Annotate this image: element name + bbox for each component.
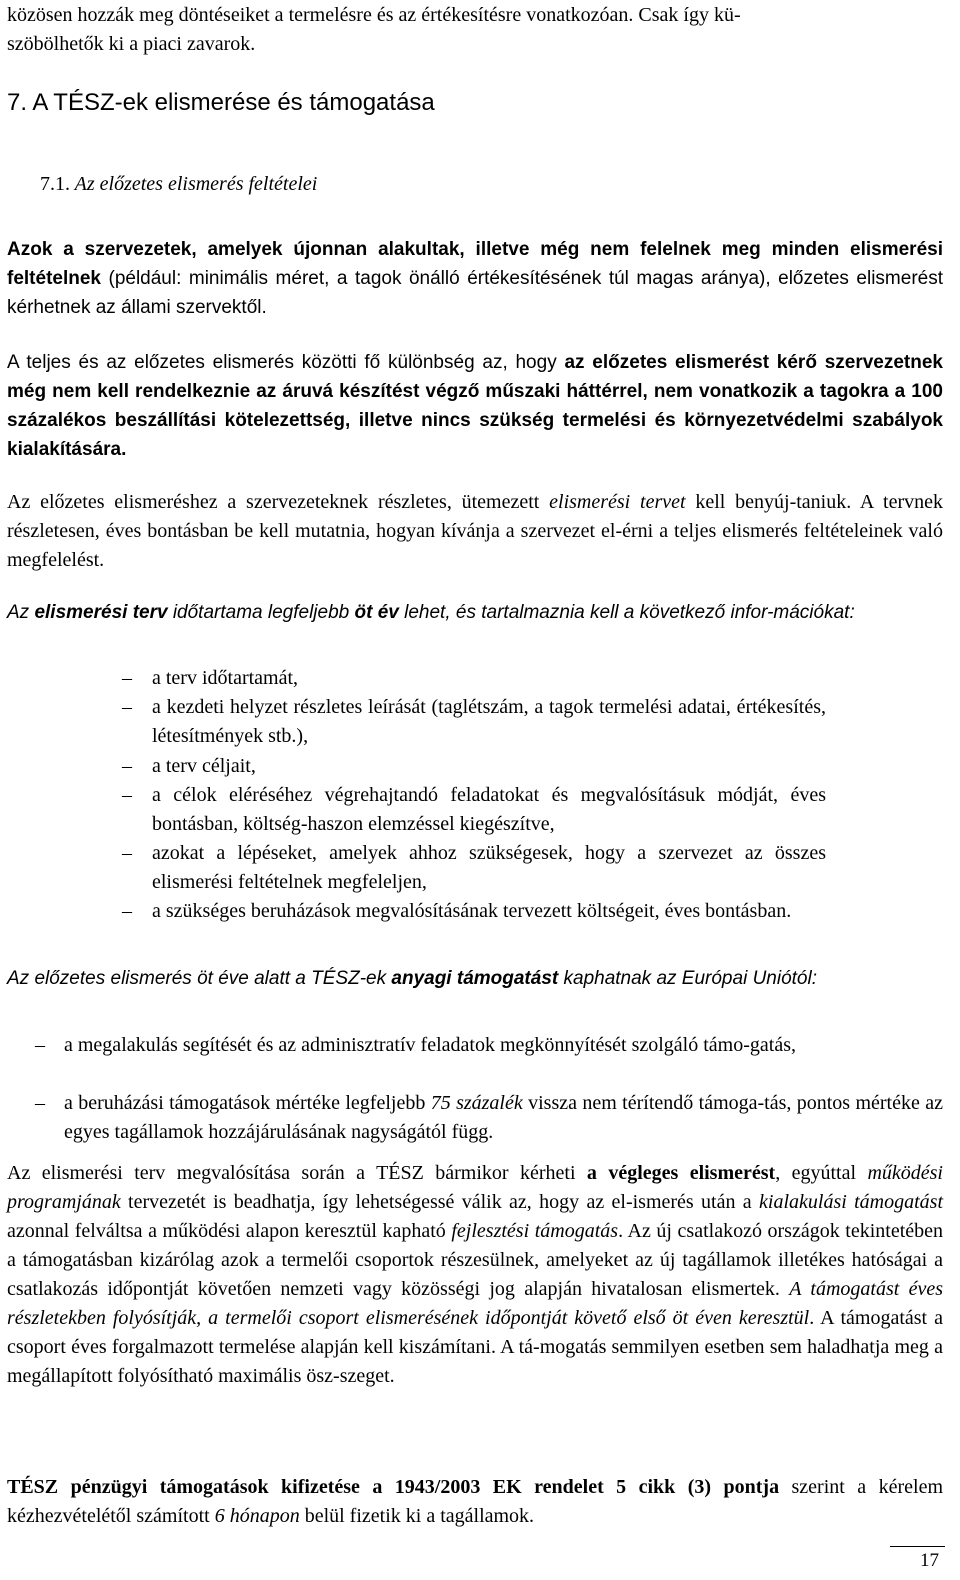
p5-bold: anyagi támogatást <box>391 968 559 989</box>
p3-a: Az előzetes elismeréshez a szervezeteknek részletes, ütemezett <box>7 491 550 513</box>
subsection-heading <box>40 170 960 198</box>
paragraph-2 <box>7 348 943 464</box>
footer-rule <box>890 1546 945 1547</box>
paragraph-4 <box>7 598 943 627</box>
subsection-number: 7.1. <box>40 173 70 195</box>
section-title: A TÉSZ-ek elismerése és támogatása <box>32 89 435 116</box>
list-item-text: a megalakulás segítését és az adminisztratív feladatok megkönnyítését szolgáló támo-gatás, <box>64 1034 796 1056</box>
paragraph-1 <box>7 235 943 322</box>
p1-rest: (például: minimális méret, a tagok önálló értékesítésének túl magas aránya), előzetes elismerést kérhetnek az állami szervektől. <box>7 268 943 318</box>
intro-line-1: közösen hozzák meg döntéseiket a termelésre és az értékesítésre vonatkozóan. Csak így kü- <box>7 4 741 26</box>
list-item-text: a célok eléréséhez végrehajtandó feladatokat és megvalósításuk módját, éves bontásban, költség-haszon elemzéssel kiegészítve, <box>152 784 826 835</box>
page-number: 17 <box>920 1550 939 1571</box>
list-item-text: a szükséges beruházások megvalósításának tervezett költségeit, éves bontásban. <box>152 900 792 922</box>
list-item-text: azokat a lépéseket, amelyek ahhoz szükségesek, hogy a szervezet az összes elismerési feltételnek megfeleljen, <box>152 842 826 893</box>
section-heading <box>7 88 943 118</box>
subsection-title: Az előzetes elismerés feltételei <box>74 173 318 195</box>
paragraph-3 <box>7 488 943 575</box>
p4-a: Az <box>7 602 35 623</box>
list-item-text: a terv céljait, <box>152 755 256 777</box>
p3-italic: elismerési tervet <box>549 491 686 513</box>
paragraph-5 <box>7 964 943 993</box>
section-number: 7. <box>7 89 28 116</box>
p4-d: lehet, és tartalmaznia kell a következő infor-mációkat: <box>398 602 855 623</box>
p5-b: kaphatnak az Európai Uniótól: <box>558 968 817 989</box>
p2-bold: az előzetes elismerést kérő szervezetnek még nem kell rendelkeznie az áruvá készítést végző műszaki háttérrel, nem vonatkozik a tagokra a 100 százalékos beszállítási kötelezettség, illetve nincs szükség termelési és környezetvédelmi szabályok kialakítására. <box>7 352 943 460</box>
p4-bold-2: öt év <box>354 602 399 623</box>
p1-bold: Azok a szervezetek, amelyek újonnan alakultak, illetve még nem felelnek meg minden elismerési feltételnek <box>7 239 943 289</box>
p4-c: időtartama legfeljebb <box>167 602 355 623</box>
intro-paragraph <box>7 1 943 59</box>
list-item-text: a terv időtartamát, <box>152 667 299 689</box>
p3-b: kell benyúj-taniuk. A tervnek részletesen, éves bontásban be kell mutatnia, hogyan kívánja a szervezet el-érni a teljes elismerés feltételeinek való megfelelést. <box>7 491 944 571</box>
paragraph-7: TÉSZ pénzügyi támogatások kifizetése a 1943/2003 EK rendelet 5 cikk (3) pontja szerint a kérelem kézhezvételétől számított 6 hónapon belül fizetik ki a tagállamok. <box>7 1476 944 1527</box>
document-page: közösen hozzák meg döntéseiket a termelésre és az értékesítésre vonatkozóan. Csak így kü- szöbölhetők ki a piaci zavarok. 7. A TÉSZ-ek elismerése és támogatása 7.1. Az előzetes elismerés feltételei Azok a szervezetek, amelyek újonnan alakultak, illetve még nem felelnek meg minden elismerési feltételnek (például: minimális méret, a tagok önálló értékesítésének túl magas aránya), előzetes elismerést kérhetnek az állami szervektől. A teljes és az előzetes elismerés közötti fő különbség az, hogy az előzetes elismerést kérő szervezetnek még nem kell rendelkeznie az áruvá készítést végző műszaki háttérrel, nem vonatkozik a tagokra a 100 százalékos beszállítási kötelezettség, illetve nincs szükség termelési és környezetvédelmi szabályok kialakítására. Az előzetes elismeréshez a szervezeteknek részletes, ütemezett elismerési tervet kell benyúj-taniuk. A tervnek részletesen, éves bontásban be kell mutatnia, hogyan kívánja a szervezet el-érni a teljes elismerés feltételeinek való megfelelést. Az elismerési terv időtartama legfeljebb öt év lehet, és tartalmaznia kell a következő infor-mációkat: – a terv időtartamát, – a kezdeti helyzet részletes leírását (taglétszám, a tagok termelési adatai, értékesítés, létesítmények stb.), – a terv céljait, – a célok eléréséhez végrehajtandó feladatokat és megvalósításuk módját, éves bontásban, költség-haszon elemzéssel kiegészítve, – azokat a lépéseket, amelyek ahhoz szükségesek, hogy a szervezet az összes elismerési feltételnek megfeleljen, – a szükséges beruházások megvalósításának tervezett költségeit, éves bontásban. Az előzetes elismerés öt éve alatt a TÉSZ-ek anyagi támogatást kaphatnak az Európai Uniótól: – a megalakulás segítését és az adminisztratív feladatok megkönnyítését szolgáló támo-gatás, – a beruházási támogatások mértéke legfeljebb 75 százalék vissza nem térítendő támoga-tás, pontos mértéke az egyes tagállamok hozzájárulásának nagyságától függ. Az elismerési terv megvalósítása során a TÉSZ bármikor kérheti a végleges elismerést, egyúttal működési programjának tervezetét is beadhatja, így lehetségessé válik az, hogy az el-ismerés után a kialakulási támogatást azonnal felváltsa a működési alapon keresztül kapható fejlesztési támogatás. Az új csatlakozó országok tekintetében a támogatásban kizárólag azok a termelői csoportok részesülnek, amelyeket az új tagállamok illetékes hatóságai a csatlakozás időpontját követően nemzeti vagy közösségi jog alapján hivatalosan elismertek. A támogatást éves részletekben folyósítják, a termelői csoport elismerésének időpontját követő első öt éven keresztül. A támogatást a csoport éves forgalmazott termelése alapján kell kiszámítani. A tá-mogatás semmilyen esetben sem haladhatja meg a megállapított folyósítható maximális ösz-szeget. TÉSZ pénzügyi támogatások kifizetése a 1943/2003 EK rendelet 5 cikk (3) pontja szerint a kérelem kézhezvételétől számított 6 hónapon belül fizetik ki a tagállamok. 17 <box>0 0 960 1580</box>
p5-a: Az előzetes elismerés öt éve alatt a TÉSZ-ek <box>7 968 392 989</box>
intro-line-2: szöbölhetők ki a piaci zavarok. <box>7 33 256 55</box>
p4-bold-1: elismerési terv <box>34 602 168 623</box>
paragraph-6: Az elismerési terv megvalósítása során a TÉSZ bármikor kérheti a végleges elismerést, egyúttal működési programjának tervezetét is beadhatja, így lehetségessé válik az, hogy az el-ismerés után a kialakulási támogatást azonnal felváltsa a működési alapon keresztül kapható fejlesztési támogatás. Az új csatlakozó országok tekintetében a támogatásban kizárólag azok a termelői csoportok részesülnek, amelyeket az új tagállamok illetékes hatóságai a csatlakozás időpontját követően nemzeti vagy közösségi jog alapján hivatalosan elismertek. A támogatást éves részletekben folyósítják, a termelői csoport elismerésének időpontját követő első öt éven keresztül. A támogatást a csoport éves forgalmazott termelése alapján kell kiszámítani. A tá-mogatás semmilyen esetben sem haladhatja meg a megállapított folyósítható maximális ösz-szeget. <box>7 1162 944 1387</box>
p2-normal: A teljes és az előzetes elismerés közötti fő különbség az, hogy <box>7 352 565 373</box>
list-item-text: a kezdeti helyzet részletes leírását (taglétszám, a tagok termelési adatai, értékesítés, létesítmények stb.), <box>152 696 826 747</box>
list-item-text: a beruházási támogatások mértéke legfeljebb 75 százalék vissza nem térítendő támoga-tás, pontos mértéke az egyes tagállamok hozzájárulásának nagyságától függ. <box>64 1092 943 1143</box>
